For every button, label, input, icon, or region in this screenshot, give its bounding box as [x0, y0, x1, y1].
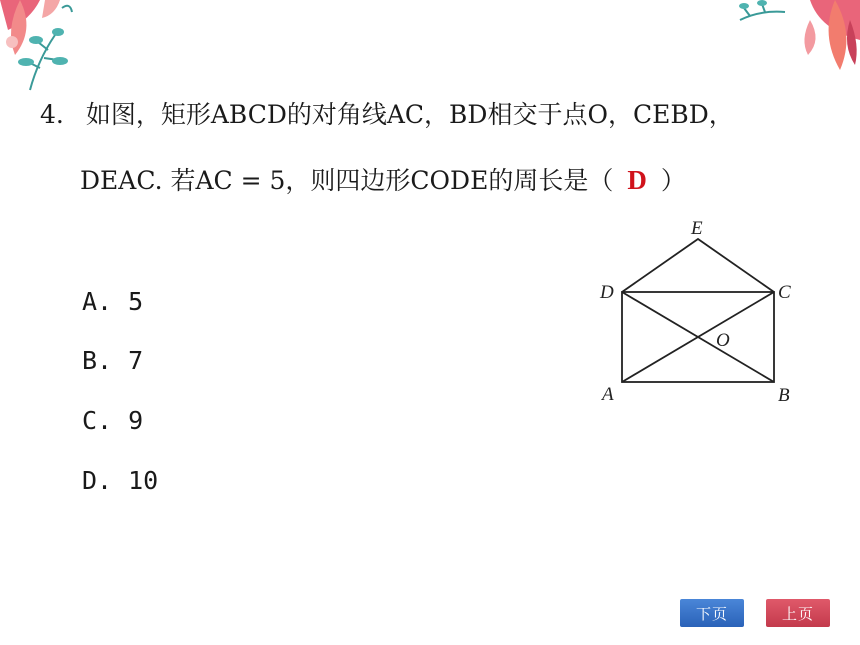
option-letter: A.: [82, 287, 113, 316]
question-stem-line-2: DEAC. 若AC = 5，则四边形CODE的周长是（: [80, 166, 614, 195]
segments-de-ec: [622, 239, 774, 292]
label-a: A: [602, 384, 614, 405]
option-letter: D.: [82, 466, 113, 495]
question-line-2: [80, 163, 686, 198]
label-b: B: [778, 385, 790, 406]
question-number: 4.: [40, 100, 64, 129]
floral-decoration-left: [0, 0, 120, 95]
label-e: E: [691, 218, 703, 239]
floral-decoration-right: [730, 0, 860, 80]
option-value: 10: [128, 466, 159, 495]
previous-page-button[interactable]: 上页: [766, 599, 830, 627]
answer-mark: D: [627, 165, 647, 195]
label-o: O: [716, 330, 730, 351]
next-page-button[interactable]: 下页: [680, 599, 744, 627]
label-c: C: [778, 282, 791, 303]
option-a: [82, 285, 143, 319]
question-stem-line-1: 如图，矩形ABCD的对角线AC，BD相交于点O，CEBD，: [85, 100, 734, 129]
question-line-1: [40, 98, 734, 132]
option-d: [82, 464, 158, 498]
option-value: 5: [128, 287, 144, 316]
closing-paren: ）: [660, 166, 686, 195]
rectangle-figure: [590, 212, 810, 412]
label-d: D: [600, 282, 614, 303]
option-c: [82, 404, 143, 438]
option-value: 9: [128, 406, 144, 435]
option-letter: C.: [82, 406, 113, 435]
option-letter: B.: [82, 346, 113, 375]
option-value: 7: [128, 346, 144, 375]
option-b: [82, 344, 143, 378]
